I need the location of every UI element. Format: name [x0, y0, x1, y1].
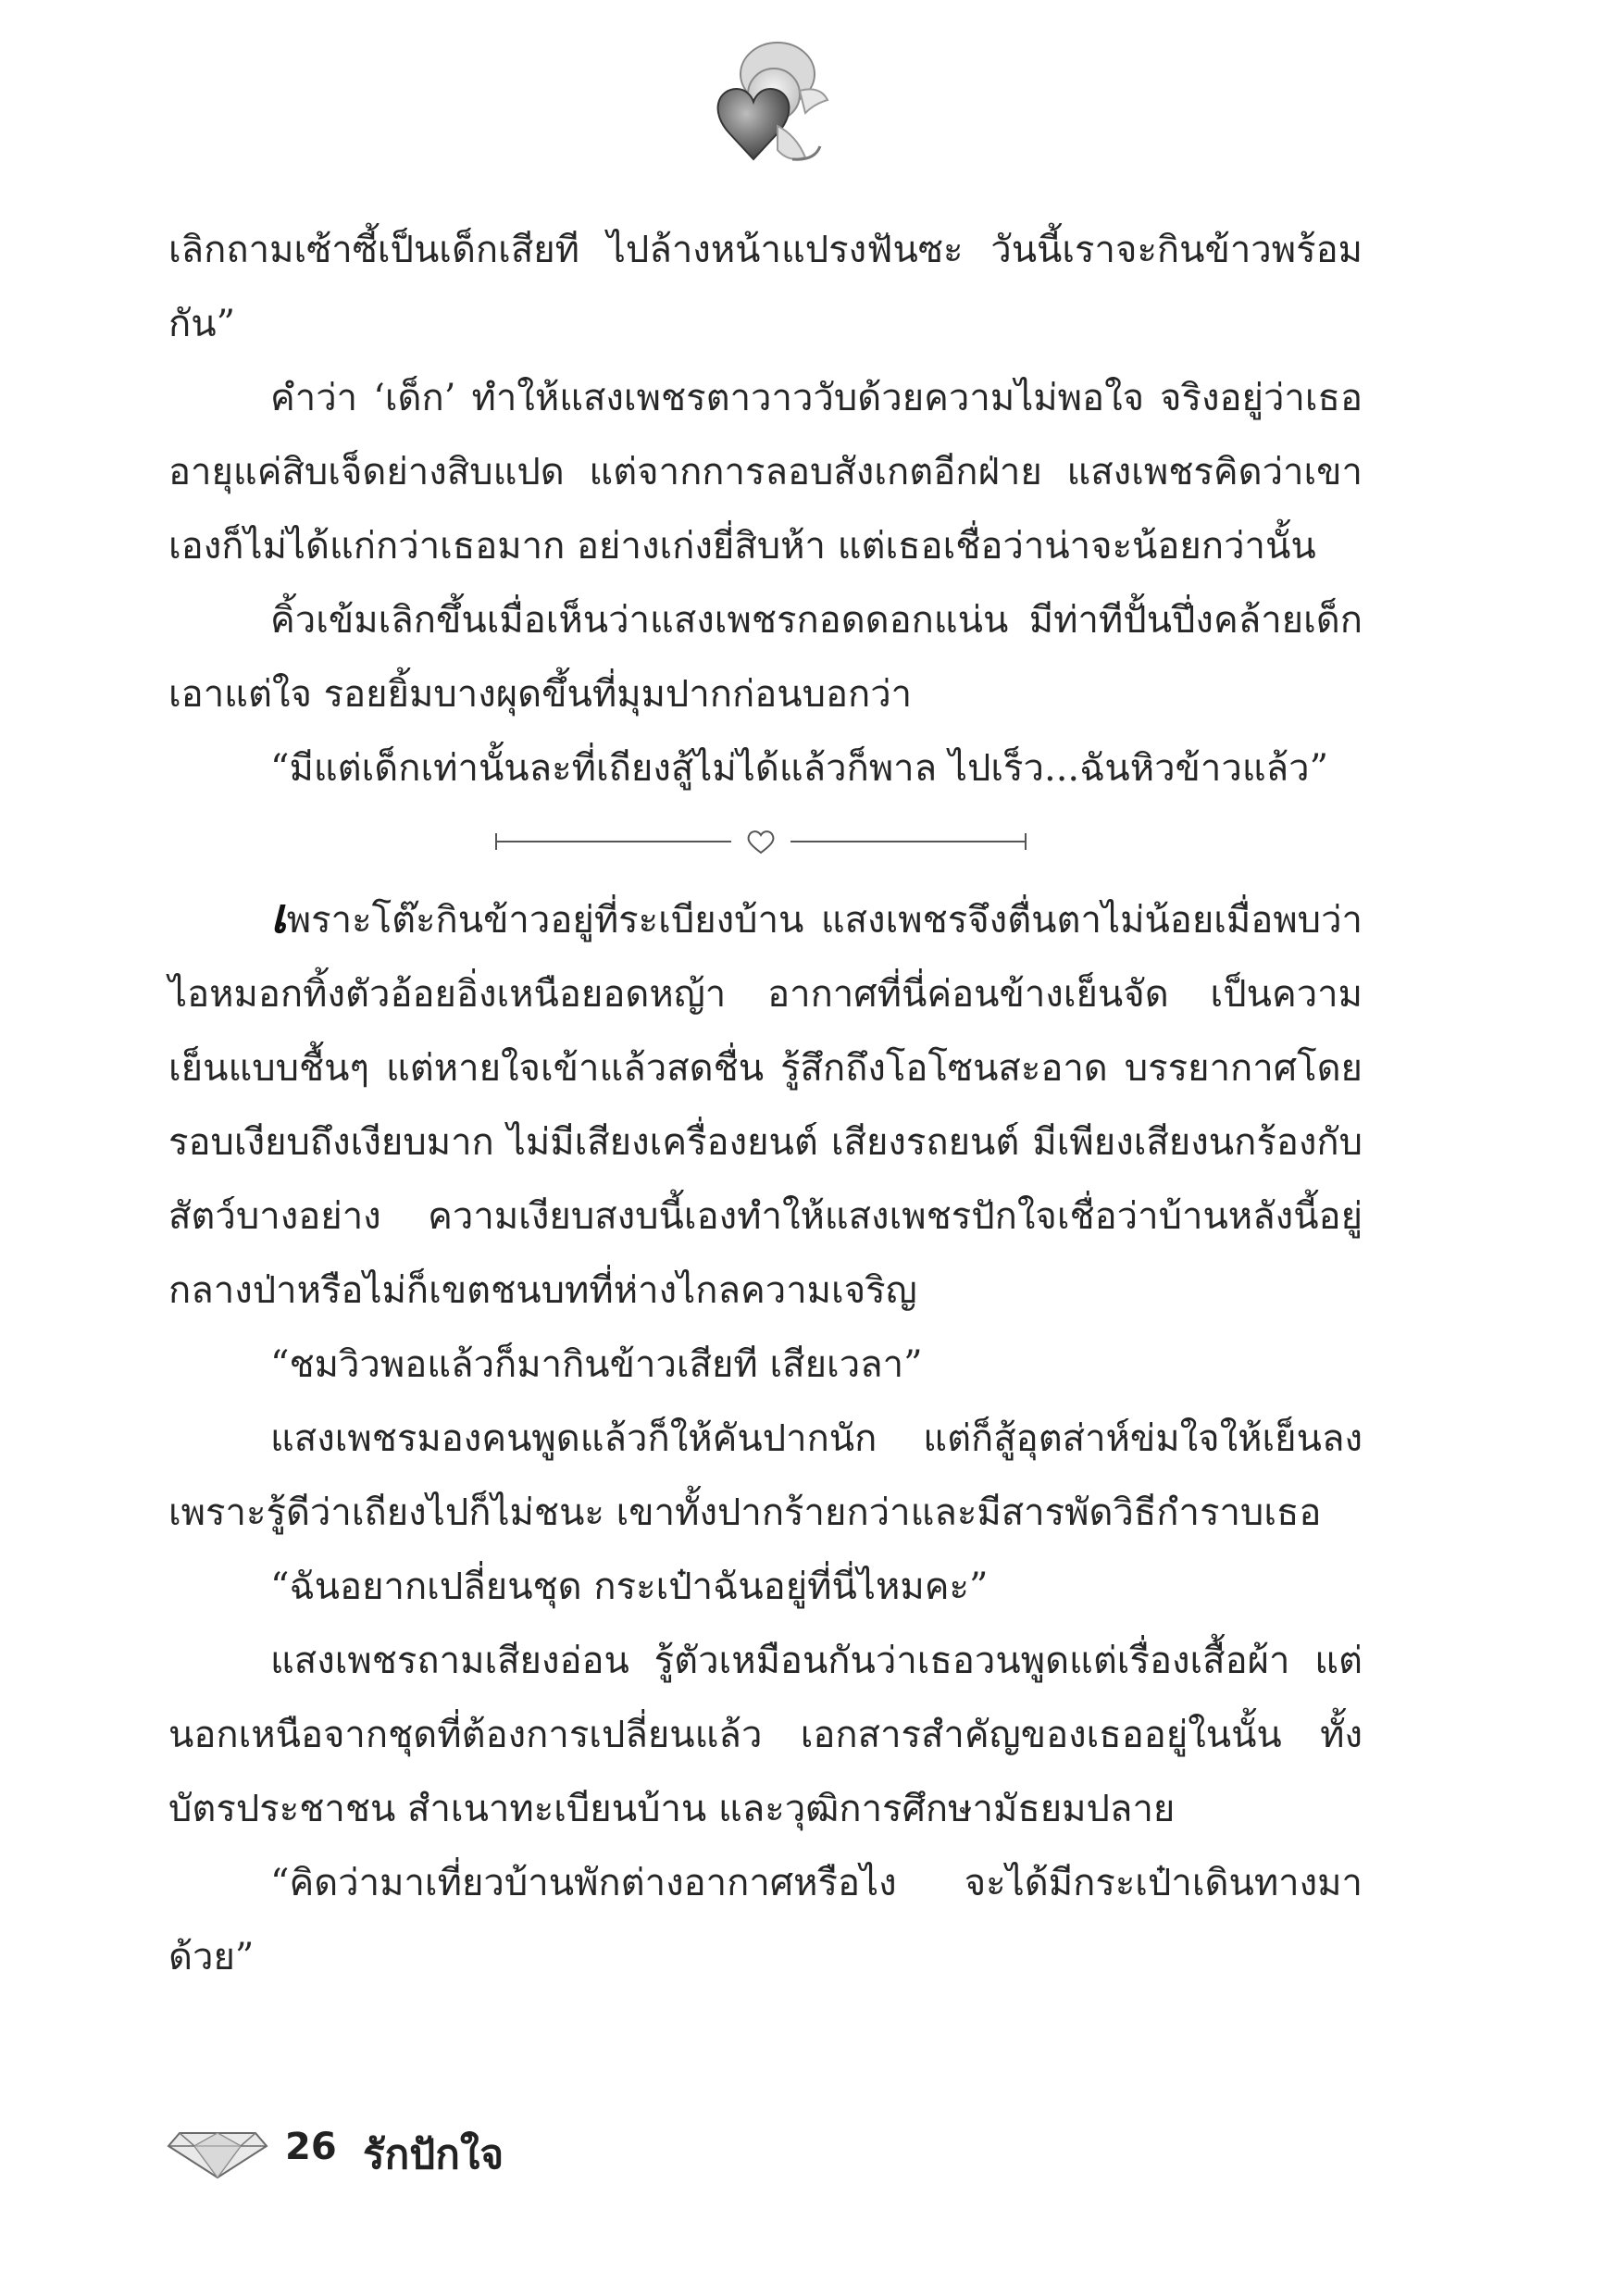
heart-ornament-icon	[483, 822, 1039, 859]
main-text-block	[168, 213, 1363, 1994]
paragraph: คำว่า ‘เด็ก’ ทำให้แสงเพชรตาวาววับด้วยความไม่พอใจ จริงอยู่ว่าเธออายุแค่สิบเจ็ดย่างสิบแปด แต่จากการลอบสังเกตอีกฝ่าย แสงเพชรคิดว่าเขาเองก็ไม่ได้แก่กว่าเธอมาก อย่างเก่งยี่สิบห้า แต่เธอเชื่อว่าน่าจะน้อยกว่านั้น	[168, 377, 1363, 568]
paragraph: “ฉันอยากเปลี่ยนชุด กระเป๋าฉันอยู่ที่นี่ไหมคะ”	[270, 1566, 989, 1608]
paragraph: “มีแต่เด็กเท่านั้นละที่เถียงสู้ไม่ได้แล้วก็พาล ไปเร็ว...ฉันหิวข้าวแล้ว”	[270, 747, 1329, 790]
paragraph: “คิดว่ามาเที่ยวบ้านพักต่างอากาศหรือไง จะได้มีกระเป๋าเดินทางมาด้วย”	[168, 1862, 1363, 1978]
paragraph: แสงเพชรถามเสียงอ่อน รู้ตัวเหมือนกันว่าเธอวนพูดแต่เรื่องเสื้อผ้า แต่นอกเหนือจากชุดที่ต้องการเปลี่ยนแล้ว เอกสารสำคัญของเธออยู่ในนั้น ทั้งบัตรประชาชน สำเนาทะเบียนบ้าน และวุฒิการศึกษามัธยมปลาย	[168, 1640, 1363, 1830]
paragraph-text: พราะโต๊ะกินข้าวอยู่ที่ระเบียงบ้าน แสงเพชรจึงตื่นตาไม่น้อยเมื่อพบว่าไอหมอกทิ้งตัวอ้อยอิ่งเหนือยอดหญ้า อากาศที่นี่ค่อนข้างเย็นจัด เป็นความเย็นแบบชื้นๆ แต่หายใจเข้าแล้วสดชื่น รู้สึกถึงโอโซนสะอาด บรรยากาศโดยรอบเงียบถึงเงียบมาก ไม่มีเสียงเครื่องยนต์ เสียงรถยนต์ มีเพียงเสียงนกร้องกับสัตว์บางอย่าง ความเงียบสงบนี้เองทำให้แสงเพชรปักใจเชื่อว่าบ้านหลังนี้อยู่กลางป่าหรือไม่ก็เขตชนบทที่ห่างไกลความเจริญ	[168, 899, 1363, 1312]
page-number: 26	[285, 2126, 337, 2168]
publisher-logo	[689, 37, 837, 199]
cherub-heart-icon	[689, 37, 837, 199]
paragraph	[168, 880, 1363, 1328]
drop-cap: เ	[270, 889, 287, 944]
paragraph: แสงเพชรมองคนพูดแล้วก็ให้คันปากนัก แต่ก็สู้อุตส่าห์ข่มใจให้เย็นลง เพราะรู้ดีว่าเถียงไปก็ไม่ชนะ เขาทั้งปากร้ายกว่าและมีสารพัดวิธีกำราบเธอ	[168, 1417, 1363, 1534]
paragraph: “ชมวิวพอแล้วก็มากินข้าวเสียที เสียเวลา”	[270, 1343, 923, 1386]
book-title: รักปักใจ	[363, 2131, 504, 2178]
diamond-icon	[167, 2124, 268, 2179]
page-footer	[167, 2116, 815, 2190]
paragraph: เลิกถามเซ้าซี้เป็นเด็กเสียที ไปล้างหน้าแปรงฟันซะ วันนี้เราจะกินข้าวพร้อมกัน”	[168, 229, 1363, 345]
section-divider	[168, 805, 1363, 880]
paragraph: คิ้วเข้มเลิกขึ้นเมื่อเห็นว่าแสงเพชรกอดดอกแน่น มีท่าทีปั้นปึ่งคล้ายเด็กเอาแต่ใจ รอยยิ้มบางผุดขึ้นที่มุมปากก่อนบอกว่า	[168, 599, 1363, 716]
